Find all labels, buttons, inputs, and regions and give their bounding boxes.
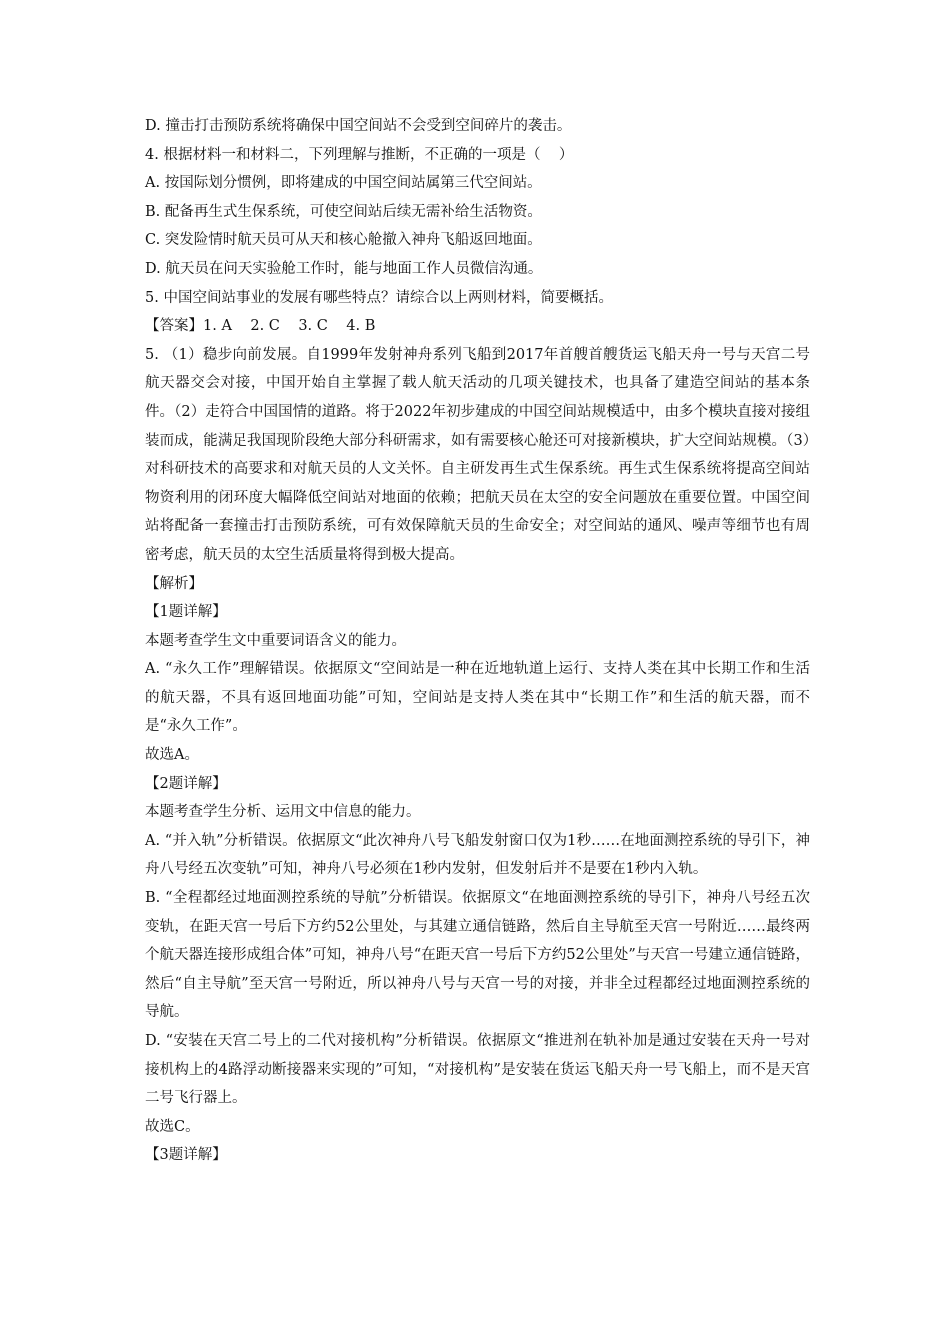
answer-q5: 5. （1）稳步向前发展。自1999年发射神舟系列飞船到2017年首艘首艘货运飞船天舟一号与天宫二号航天器交会对接，中国开始自主掌握了载人航天活动的几项关键技术，也具备了建造空间站的基本条件。（2）走符合中国国情的道路。将于2022年初步建成的中国空间站规模适中，由多个模块直接对接组装而成，能满足我国现阶段绝大部分科研需求，如有需要核心舱还可对接新模块，扩大空间站规模。（3）对科研技术的高要求和对航天员的人文关怀。自主研发再生式生保系统。再生式生保系统将提高空间站物资利用的闭环度大幅降低空间站对地面的依赖；把航天员在太空的安全问题放在重要位置。中国空间站将配备一套撞击打击预防系统，可有效保障航天员的生命安全；对空间站的通风、噪声等细节也有周密考虑，航天员的太空生活质量将得到极大提高。 [145, 346, 810, 563]
q1-intro: 本题考查学生文中重要词语含义的能力。 [145, 632, 406, 649]
answer-choices: 【答案】1. A 2. C 3. C 4. B [145, 318, 376, 335]
q3-detail-title: 【3题详解】 [145, 1147, 227, 1164]
q2-option-a-explanation: A. “并入轨”分析错误。依据原文“此次神舟八号飞船发射窗口仅为1秒……在地面测控系统的导引下，神舟八号经五次变轨”可知，神舟八号必须在1秒内发射，但发射后并不是要在1秒内入轨。 [145, 832, 810, 878]
q4-option-b: B. 配备再生式生保系统，可使空间站后续无需补给生活物资。 [145, 203, 542, 220]
q5-stem: 5. 中国空间站事业的发展有哪些特点？请综合以上两则材料，简要概括。 [145, 289, 613, 306]
q2-choice: 故选C。 [145, 1118, 200, 1135]
q2-option-b-explanation: B. “全程都经过地面测控系统的导航”分析错误。依据原文“在地面测控系统的导引下，神舟八号经五次变轨，在距天宫一号后下方约52公里处，与其建立通信链路，然后自主导航至天宫一号附近……最终两个航天器连接形成组合体”可知，神舟八号“在距天宫一号后下方约52公里处”与天宫一号建立通信链路，然后“自主导航”至天宫一号附近，所以神舟八号与天宫一号的对接，并非全过程都经过地面测控系统的导航。 [145, 890, 810, 1021]
q4-option-d: D. 航天员在问天实验舱工作时，能与地面工作人员微信沟通。 [145, 260, 543, 277]
q4-option-c: C. 突发险情时航天员可从天和核心舱撤入神舟飞船返回地面。 [145, 232, 542, 249]
q1-choice: 故选A。 [145, 747, 199, 764]
q1-detail-title: 【1题详解】 [145, 604, 227, 621]
q2-option-d-explanation: D. “安装在天宫二号上的二代对接机构”分析错误。依据原文“推进剂在轨补加是通过安装在天舟一号对接机构上的4路浮动断接器来实现的”可知，“对接机构”是安装在货运飞船天舟一号飞船上，而不是天宫二号飞行器上。 [145, 1033, 810, 1107]
q4-option-a: A. 按国际划分惯例，即将建成的中国空间站属第三代空间站。 [145, 175, 542, 192]
q2-intro: 本题考查学生分析、运用文中信息的能力。 [145, 804, 421, 821]
q1-option-a-explanation: A. “永久工作”理解错误。依据原文“空间站是一种在近地轨道上运行、支持人类在其中长期工作和生活的航天器，不具有返回地面功能”可知，空间站是支持人类在其中“长期工作”和生活的航天器，而不是“永久工作”。 [145, 661, 810, 735]
document-page [145, 112, 810, 1170]
q4-stem: 4. 根据材料一和材料二，下列理解与推断，不正确的一项是（ ） [145, 146, 574, 163]
q2-detail-title: 【2题详解】 [145, 775, 227, 792]
q3-option-d: D. 撞击打击预防系统将确保中国空间站不会受到空间碎片的袭击。 [145, 118, 572, 134]
analysis-heading: 【解析】 [145, 575, 203, 592]
